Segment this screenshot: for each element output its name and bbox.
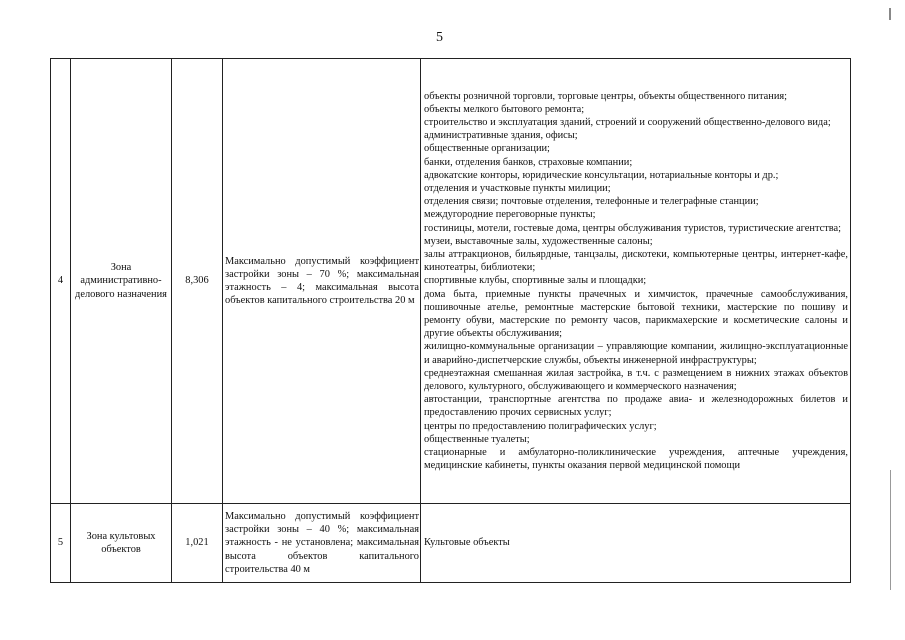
list-item: центры по предоставлению полиграфических услуг; [424,420,657,432]
list-item: среднеэтажная смешанная жилая застройка, в т.ч. с размещением в нижних этажах объектов делового, культурного, обслуживающего и коммерческого назначения; [424,367,848,393]
table-row [51,504,851,583]
parameters-cell [223,504,421,583]
permitted-uses-cell [421,504,851,583]
zoning-table [50,58,851,583]
list-item: залы аттракционов, бильярдные, танцзалы, дискотеки, компьютерные центры, интернет-кафе, кинотеатры, библиотеки; [424,248,848,274]
list-item: автостанции, транспортные агентства по продаже авиа- и железнодорожных билетов и предоставлению прочих сервисных услуг; [424,394,848,419]
list-item: банки, отделения банков, страховые компании; [424,156,633,168]
parameters-text: Максимально допустимый коэффициент застройки зоны – 70 %; максимальная этажность – 4; максимальная высота объектов капитального строительства 20 м [225,255,419,307]
list-item: общественные туалеты; [424,433,530,445]
list-item: отделения и участковые пункты милиции; [424,182,611,194]
list-item: междугородние переговорные пункты; [424,209,596,221]
zone-name-cell: Зона культовых объектов [71,504,172,583]
list-item: отделения связи; почтовые отделения, телефонные и телеграфные станции; [424,196,759,208]
list-item: строительство и эксплуатация зданий, строений и сооружений общественно-делового вида; [424,116,831,128]
page-number: 5 [436,30,443,45]
list-item: объекты розничной торговли, торговые центры, объекты общественного питания; [424,90,788,102]
area-cell: 1,021 [172,504,223,583]
list-item: музеи, выставочные залы, художественные салоны; [424,235,653,247]
table-row [51,59,851,504]
scan-artifact-mark [889,8,891,20]
parameters-cell [223,59,421,504]
permitted-uses-list [421,90,850,473]
zone-name-cell: Зона административно-делового назначения [71,59,172,504]
row-number-cell: 5 [51,504,71,583]
list-item: дома быта, приемные пункты прачечных и химчисток, прачечные самообслуживания, пошивочные ателье, ремонтные мастерские бытовой техники, мастерские по пошиву и ремонту обуви, мастерские по ремонту часов, парикмахерские и косметические салоны и другие объекты обслуживания; [424,288,848,340]
permitted-uses-cell [421,59,851,504]
scan-artifact-mark [890,470,891,590]
area-cell: 8,306 [172,59,223,504]
row-number-cell: 4 [51,59,71,504]
list-item: спортивные клубы, спортивные залы и площадки; [424,275,647,287]
list-item: стационарные и амбулаторно-поликлинические учреждения, аптечные учреждения, медицинские кабинеты, пункты оказания первой медицинской помощи [424,447,848,472]
list-item: административные здания, офисы; [424,130,578,142]
list-item: гостиницы, мотели, гостевые дома, центры обслуживания туристов, туристические агентства; [424,222,842,234]
list-item: жилищно-коммунальные организации – управляющие компании, жилищно-эксплуатационные и аварийно-диспетчерские службы, объекты инженерной инфраструктуры; [424,341,848,366]
list-item: объекты мелкого бытового ремонта; [424,103,585,115]
list-item: Культовые объекты [424,537,510,549]
list-item: адвокатские конторы, юридические консультации, нотариальные конторы и др.; [424,169,779,181]
list-item: общественные организации; [424,143,550,155]
parameters-text: Максимально допустимый коэффициент застройки зоны – 40 %; максимальная этажность - не установлена; максимальная высота объектов капитального строительства 40 м [225,510,419,575]
